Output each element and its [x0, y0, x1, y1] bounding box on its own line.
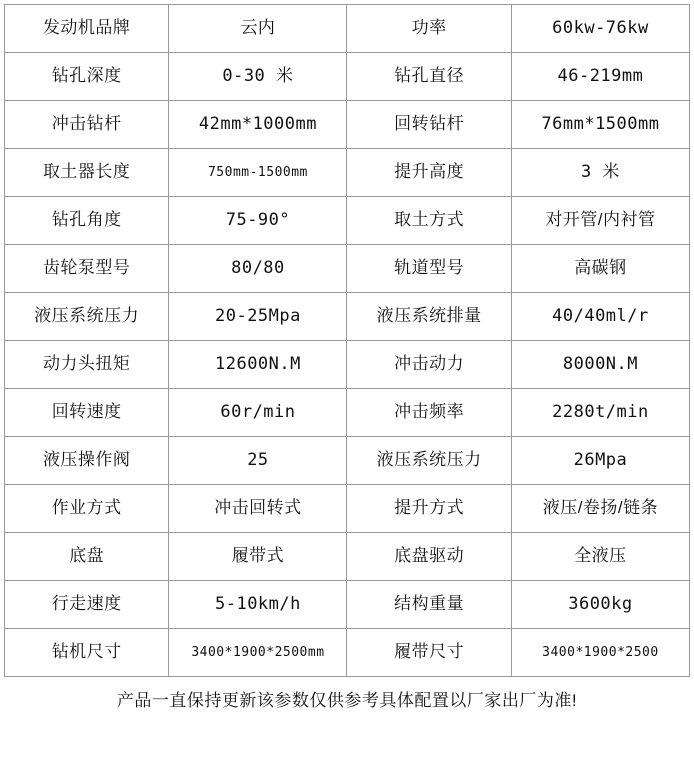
table-row: [5, 581, 690, 629]
table-row: [5, 437, 690, 485]
table-row: [5, 341, 690, 389]
spec-value: 42mm*1000mm: [169, 101, 347, 149]
table-row: [5, 629, 690, 677]
footer-note: 产品一直保持更新该参数仅供参考具体配置以厂家出厂为准!: [116, 691, 578, 710]
spec-label: 回转速度: [5, 389, 169, 437]
spec-label: 取土器长度: [5, 149, 169, 197]
spec-value: 26Mpa: [511, 437, 689, 485]
spec-value: 全液压: [511, 533, 689, 581]
spec-label: 齿轮泵型号: [5, 245, 169, 293]
table-row: [5, 389, 690, 437]
spec-value: 60kw-76kw: [511, 5, 689, 53]
table-row: [5, 5, 690, 53]
spec-label: 液压系统压力: [5, 293, 169, 341]
spec-label: 钻孔角度: [5, 197, 169, 245]
spec-value: 8000N.M: [511, 341, 689, 389]
spec-label: 冲击动力: [347, 341, 511, 389]
spec-label: 结构重量: [347, 581, 511, 629]
spec-value: 76mm*1500mm: [511, 101, 689, 149]
table-row: [5, 149, 690, 197]
spec-label: 轨道型号: [347, 245, 511, 293]
spec-value: 3400*1900*2500: [511, 629, 689, 677]
spec-value: 冲击回转式: [169, 485, 347, 533]
spec-value: 40/40ml/r: [511, 293, 689, 341]
table-row: [5, 245, 690, 293]
spec-label: 冲击钻杆: [5, 101, 169, 149]
spec-value: 60r/min: [169, 389, 347, 437]
spec-value: 履带式: [169, 533, 347, 581]
table-row: [5, 53, 690, 101]
spec-value: 25: [169, 437, 347, 485]
spec-label: 钻孔直径: [347, 53, 511, 101]
spec-label: 回转钻杆: [347, 101, 511, 149]
spec-label: 底盘: [5, 533, 169, 581]
spec-value: 液压/卷扬/链条: [511, 485, 689, 533]
spec-value: 高碳钢: [511, 245, 689, 293]
table-row: [5, 293, 690, 341]
table-row: [5, 197, 690, 245]
spec-label: 提升方式: [347, 485, 511, 533]
spec-label: 发动机品牌: [5, 5, 169, 53]
spec-label: 提升高度: [347, 149, 511, 197]
spec-label: 动力头扭矩: [5, 341, 169, 389]
spec-label: 底盘驱动: [347, 533, 511, 581]
spec-value: 2280t/min: [511, 389, 689, 437]
spec-value: 750mm-1500mm: [169, 149, 347, 197]
spec-value: 80/80: [169, 245, 347, 293]
spec-label: 取土方式: [347, 197, 511, 245]
table-row: [5, 533, 690, 581]
spec-value: 云内: [169, 5, 347, 53]
spec-value: 3600kg: [511, 581, 689, 629]
spec-value: 0-30 米: [169, 53, 347, 101]
spec-label: 钻机尺寸: [5, 629, 169, 677]
spec-value: 46-219mm: [511, 53, 689, 101]
spec-label: 功率: [347, 5, 511, 53]
spec-value: 5-10km/h: [169, 581, 347, 629]
table-row: [5, 101, 690, 149]
spec-label: 行走速度: [5, 581, 169, 629]
spec-value: 对开管/内衬管: [511, 197, 689, 245]
spec-value: 75-90°: [169, 197, 347, 245]
spec-value: 20-25Mpa: [169, 293, 347, 341]
spec-label: 液压操作阀: [5, 437, 169, 485]
spec-label: 液压系统排量: [347, 293, 511, 341]
spec-label: 冲击频率: [347, 389, 511, 437]
table-row: [5, 485, 690, 533]
spec-label: 履带尺寸: [347, 629, 511, 677]
specification-table: [4, 4, 690, 677]
spec-value: 3 米: [511, 149, 689, 197]
spec-value: 3400*1900*2500mm: [169, 629, 347, 677]
spec-value: 12600N.M: [169, 341, 347, 389]
spec-label: 作业方式: [5, 485, 169, 533]
table-body: [5, 5, 690, 677]
spec-label: 液压系统压力: [347, 437, 511, 485]
spec-label: 钻孔深度: [5, 53, 169, 101]
